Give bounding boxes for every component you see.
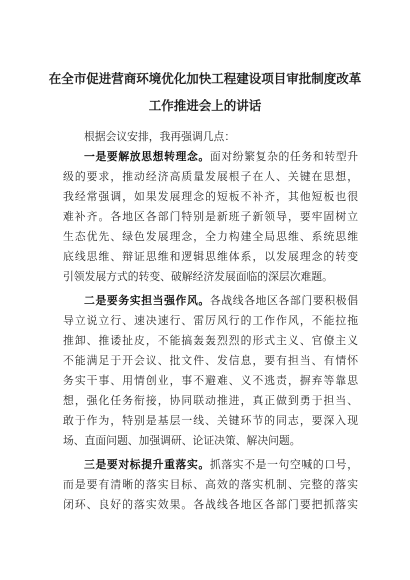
intro-text: 根据会议安排，我再强调几点： <box>84 130 236 143</box>
paragraph-2-line-2: 导立说立行、速决速行、雷厉风行的工作作风，不能拉拖 <box>63 314 358 327</box>
paragraph-1-line-4: 难补齐。各地区各部门特别是新班子新领导，要牢固树立 <box>63 210 358 223</box>
paragraph-2-line-7: 敢于作为，特别是基层一线、关键环节的同志，要深入现 <box>63 414 358 427</box>
paragraph-1-line-6: 底线思维、辩证思维和逻辑思维体系，以发展理念的转变 <box>63 250 358 263</box>
paragraph-1-line-1 <box>84 150 358 164</box>
paragraph-3-line-3: 闭环、良好的落实效果。各战线各地区各部门要把抓落实 <box>63 498 358 511</box>
paragraph-3-line-2: 而是要有清晰的落实目标、高效的落实机制、完整的落实 <box>63 478 358 491</box>
paragraph-3-heading: 三是要对标提升重落实。 <box>84 458 210 471</box>
paragraph-1-line-3: 我经常强调，如果发展理念的短板不补齐，其他短板也很 <box>63 190 358 203</box>
paragraph-3-line-1 <box>84 458 358 472</box>
paragraph-2-text: 各战线各地区各部门要积极倡 <box>209 294 358 307</box>
paragraph-2-heading: 二是要务实担当强作风。 <box>84 294 210 307</box>
paragraph-2-line-3: 推卸、推诿扯皮，不能搞轰轰烈烈的形式主义、官僚主义 <box>63 334 358 347</box>
paragraph-2-line-6: 想，强化任务衔接，协同联动推进，真正做到勇于担当、 <box>63 394 358 407</box>
paragraph-2-line-1 <box>84 294 358 308</box>
paragraph-1-text: 面对纷繁复杂的任务和转型升 <box>209 150 358 163</box>
paragraph-1-heading: 一是要解放思想转理念。 <box>84 150 210 163</box>
paragraph-2-line-5: 务实干事、用情创业，事不避难、义不逃责，摒弃等靠思 <box>63 374 358 387</box>
document-title-line-2: 工作推进会上的讲话 <box>148 98 262 113</box>
paragraph-2-line-4: 不能满足于开会议、批文件、发信息，要有担当、有情怀 <box>63 354 358 367</box>
paragraph-1-line-5: 生态优先、绿色发展理念，全力构建全局思维、系统思维 <box>63 230 358 243</box>
paragraph-2-line-8: 场、直面问题、加强调研、论证决策、解决问题。 <box>63 434 301 447</box>
paragraph-3-text: 抓落实不是一句空喊的口号， <box>209 458 358 471</box>
paragraph-1-line-2: 级的要求，推动经济高质量发展根子在人、关键在思想， <box>63 170 358 183</box>
paragraph-1-line-7: 引领发展方式的转变、破解经济发展面临的深层次难题。 <box>63 270 333 283</box>
document-title-line-1: 在全市促进营商环境优化加快工程建设项目审批制度改革 <box>48 71 362 86</box>
